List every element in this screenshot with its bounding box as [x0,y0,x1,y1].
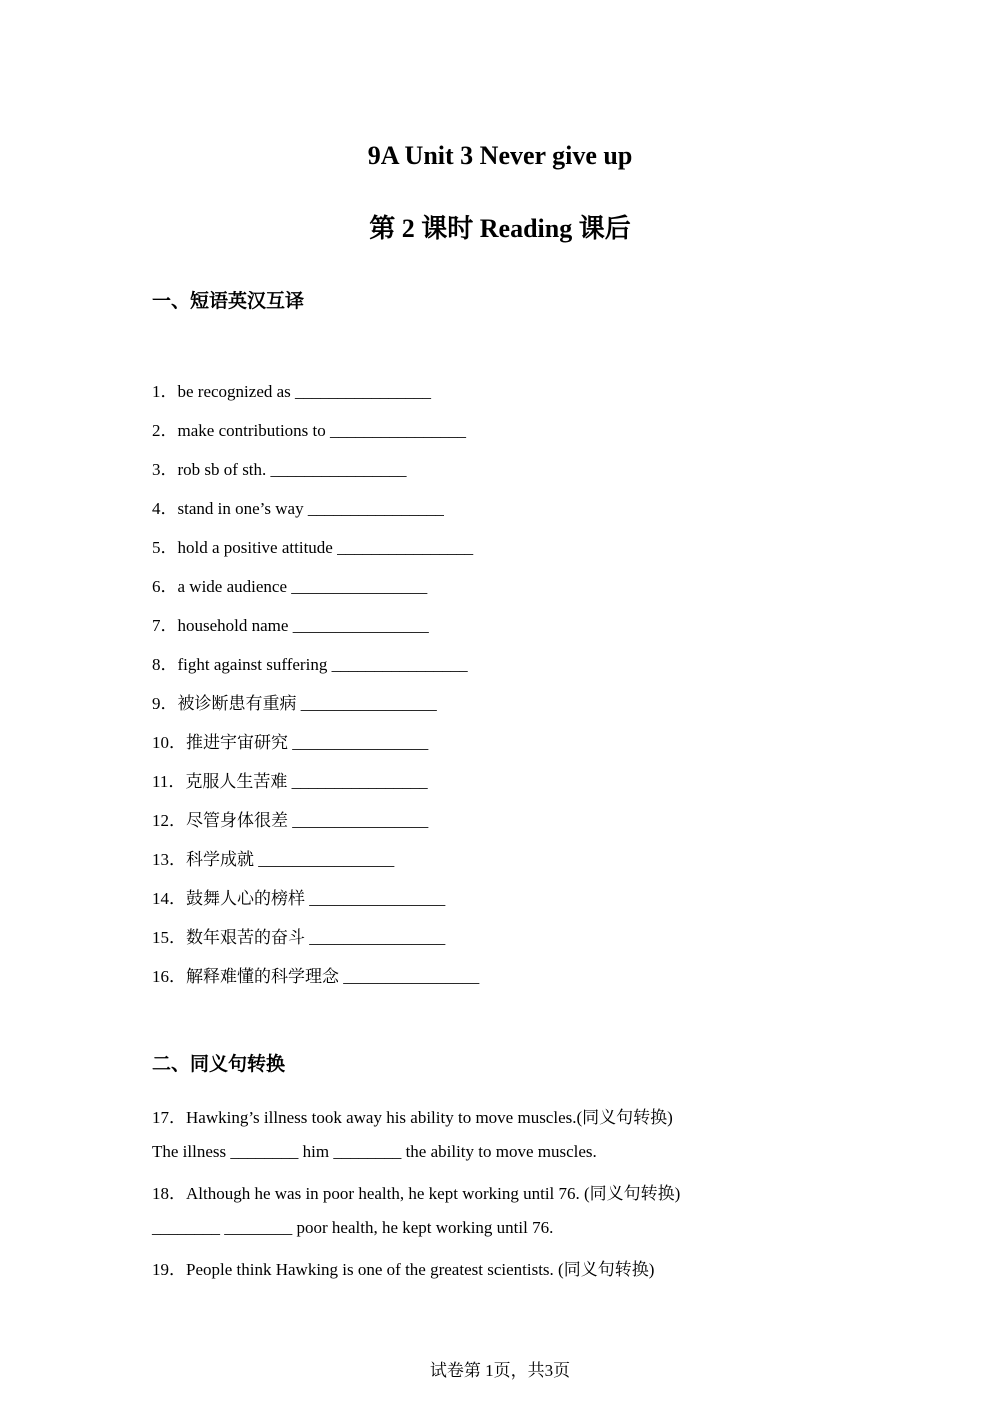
answer-blank: ________________ [330,421,467,440]
phrase-item [152,494,444,519]
answer-line-17: The illness ________ him ________ the ability to move muscles. [152,1142,597,1161]
answer-blank: ________________ [337,538,474,557]
answer-blank: ________________ [291,577,428,596]
answer-blank: ________________ [309,889,446,908]
answer-line-18: ________ ________ poor health, he kept working until 76. [152,1218,554,1237]
item-number: 13． [152,850,186,869]
item-number: 12． [152,811,186,830]
answer-blank: ________________ [343,967,480,986]
item-text: 数年艰苦的奋斗 [186,928,305,947]
phrase-item [152,533,473,558]
item-text: 科学成就 [186,850,254,869]
item-text: make contributions to [177,421,326,440]
item-text: a wide audience [177,577,287,596]
item-number: 16． [152,967,186,986]
answer-blank: ________________ [307,499,444,518]
item-number: 9． [152,694,178,713]
item-text: 克服人生苦难 [185,772,288,791]
item-number: 1． [152,382,178,401]
phrase-item [152,377,431,402]
section-heading-sentences: 二、同义句转换 [152,1053,286,1075]
question-number: 19． [152,1260,186,1279]
answer-blank: ________________ [292,733,429,752]
item-text: hold a positive attitude [177,538,333,557]
phrase-item [152,455,407,480]
question-number: 18． [152,1184,186,1203]
answer-blank: ________________ [258,850,395,869]
item-text: 尽管身体很差 [186,811,288,830]
section-heading-phrases: 一、短语英汉互译 [152,290,305,312]
item-number: 14． [152,889,186,908]
phrase-item [152,611,429,636]
item-number: 11． [152,772,186,791]
question-text: People think Hawking is one of the greatest scientists. (同义句转换) [186,1260,655,1279]
answer-blank: ________________ [292,616,429,635]
phrase-item [152,572,427,597]
phrase-item [152,962,479,987]
answer-blank: ________________ [331,655,468,674]
phrase-item [152,689,437,714]
item-number: 10． [152,733,186,752]
item-number: 7． [152,616,178,635]
question-number: 17． [152,1108,186,1127]
item-text: be recognized as [177,382,291,401]
question-19 [152,1255,654,1280]
phrase-item [152,884,445,909]
answer-blank: ________________ [292,811,429,830]
item-number: 3． [152,460,178,479]
phrase-item [152,728,428,753]
item-number: 2． [152,421,178,440]
answer-blank: ________________ [270,460,407,479]
item-text: household name [177,616,289,635]
phrase-item [152,806,428,831]
item-text: 被诊断患有重病 [177,694,297,713]
phrase-item [152,416,466,441]
question-text: Although he was in poor health, he kept working until 76. (同义句转换) [186,1184,681,1203]
answer-blank: ________________ [295,382,432,401]
item-number: 5． [152,538,178,557]
item-text: 鼓舞人心的榜样 [186,889,305,908]
answer-blank: ________________ [300,694,437,713]
phrase-item [152,767,428,792]
item-number: 8． [152,655,178,674]
phrase-item [152,845,394,870]
page-footer: 试卷第 1页，共3页 [429,1361,571,1380]
item-text: fight against suffering [177,655,328,674]
item-text: stand in one’s way [177,499,304,518]
phrase-item [152,923,445,948]
question-18 [152,1179,680,1204]
item-number: 15． [152,928,186,947]
item-number: 4． [152,499,178,518]
item-number: 6． [152,577,178,596]
item-text: 解释难懂的科学理念 [186,967,339,986]
item-text: 推进宇宙研究 [186,733,288,752]
answer-blank: ________________ [291,772,428,791]
document-subtitle: 第 2 课时 Reading 课后 [369,214,631,243]
question-17 [152,1103,673,1128]
document-title: 9A Unit 3 Never give up [367,141,633,170]
answer-blank: ________________ [309,928,446,947]
item-text: rob sb of sth. [177,460,267,479]
question-text: Hawking’s illness took away his ability to move muscles.(同义句转换) [186,1108,673,1127]
phrase-item [152,650,468,675]
